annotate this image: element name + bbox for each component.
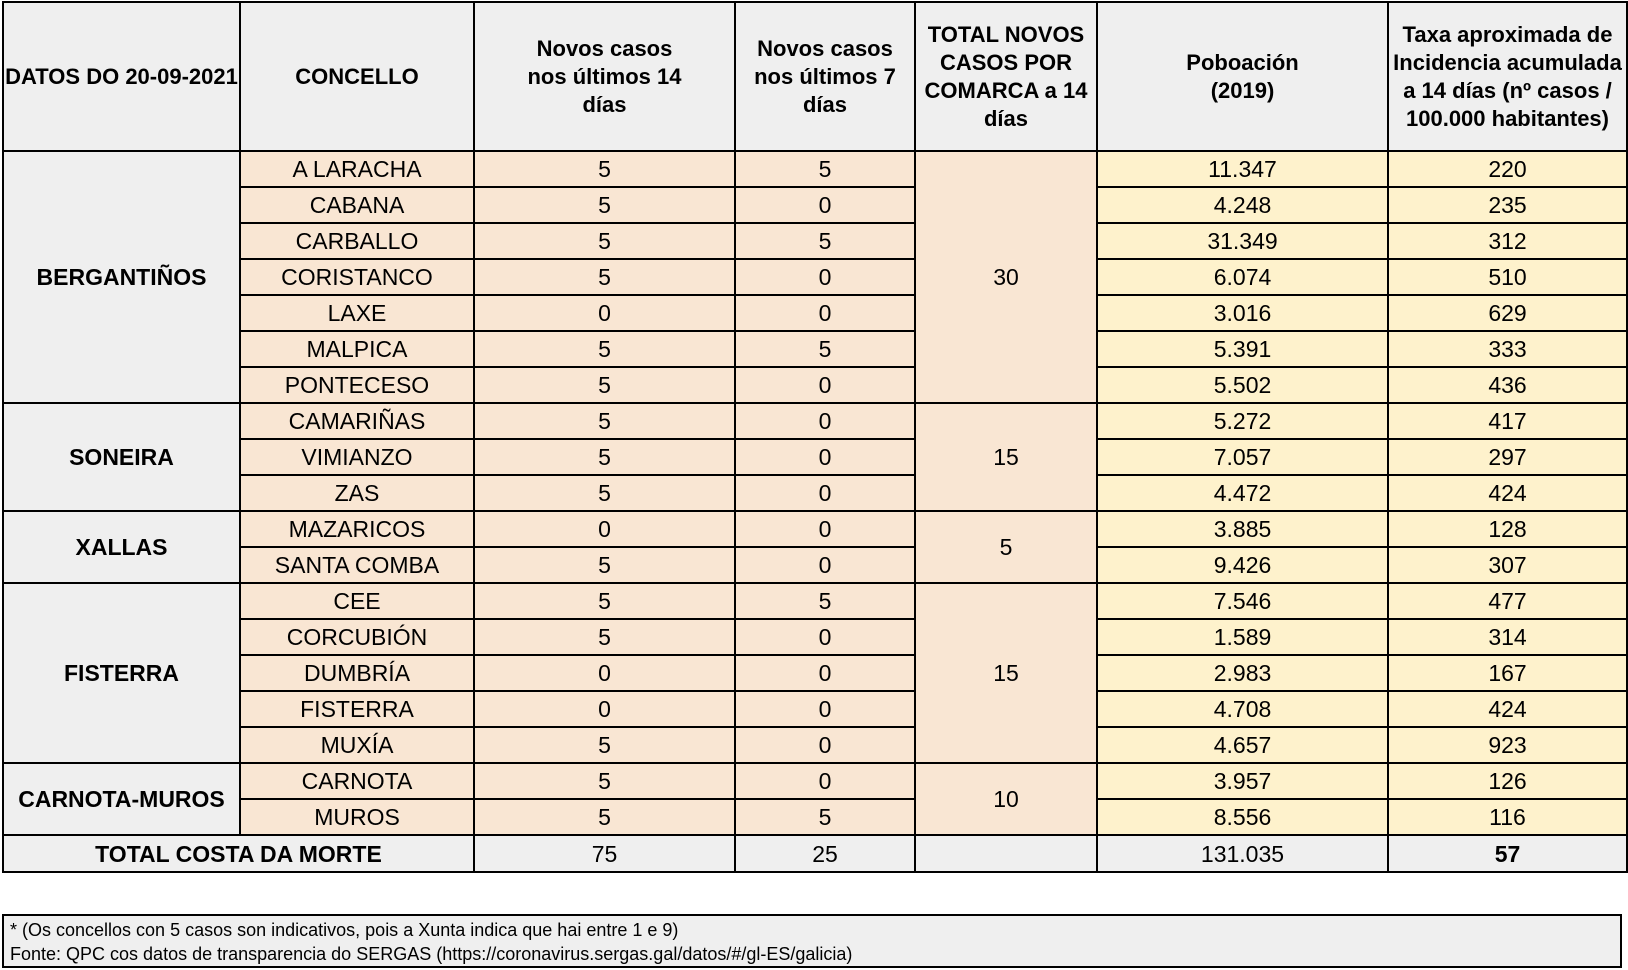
header-total-comarca: TOTAL NOVOS CASOS POR COMARCA a 14 días	[915, 2, 1097, 151]
concello-name: CARBALLO	[240, 223, 474, 259]
table-row	[3, 259, 1627, 295]
comarca-total: 15	[915, 403, 1097, 511]
concello-name: A LARACHA	[240, 151, 474, 187]
cases-14-days: 5	[474, 223, 735, 259]
concello-name: LAXE	[240, 295, 474, 331]
total-cases-14: 75	[474, 835, 735, 872]
table-row	[3, 187, 1627, 223]
concello-name: MAZARICOS	[240, 511, 474, 547]
population: 9.426	[1097, 547, 1388, 583]
cases-14-days: 5	[474, 187, 735, 223]
population: 4.472	[1097, 475, 1388, 511]
concello-name: VIMIANZO	[240, 439, 474, 475]
incidence-rate: 477	[1388, 583, 1627, 619]
concello-name: MUXÍA	[240, 727, 474, 763]
incidence-rate: 629	[1388, 295, 1627, 331]
comarca-total: 10	[915, 763, 1097, 835]
incidence-rate: 333	[1388, 331, 1627, 367]
cases-14-days: 5	[474, 403, 735, 439]
incidence-rate: 923	[1388, 727, 1627, 763]
comarca-name: FISTERRA	[3, 583, 240, 763]
cases-14-days: 5	[474, 475, 735, 511]
table-row	[3, 727, 1627, 763]
concello-name: ZAS	[240, 475, 474, 511]
covid-incidence-table	[2, 1, 1628, 873]
cases-14-days: 5	[474, 259, 735, 295]
header-concello: CONCELLO	[240, 2, 474, 151]
cases-14-days: 5	[474, 763, 735, 799]
population: 31.349	[1097, 223, 1388, 259]
population: 3.957	[1097, 763, 1388, 799]
cases-7-days: 5	[735, 583, 915, 619]
table-row	[3, 691, 1627, 727]
concello-name: CORISTANCO	[240, 259, 474, 295]
comarca-name: XALLAS	[3, 511, 240, 583]
cases-14-days: 5	[474, 331, 735, 367]
table-row	[3, 367, 1627, 403]
total-label: TOTAL COSTA DA MORTE	[3, 835, 474, 872]
cases-7-days: 5	[735, 151, 915, 187]
incidence-rate: 128	[1388, 511, 1627, 547]
table-row	[3, 403, 1627, 439]
comarca-total: 15	[915, 583, 1097, 763]
cases-7-days: 0	[735, 691, 915, 727]
population: 11.347	[1097, 151, 1388, 187]
cases-14-days: 0	[474, 691, 735, 727]
table-row	[3, 511, 1627, 547]
incidence-rate: 510	[1388, 259, 1627, 295]
header-row	[3, 2, 1627, 151]
cases-7-days: 0	[735, 295, 915, 331]
cases-7-days: 0	[735, 655, 915, 691]
cases-7-days: 0	[735, 187, 915, 223]
concello-name: FISTERRA	[240, 691, 474, 727]
population: 5.502	[1097, 367, 1388, 403]
cases-7-days: 0	[735, 439, 915, 475]
comarca-name: CARNOTA-MUROS	[3, 763, 240, 835]
header-new-7: Novos casos nos últimos 7 días	[735, 2, 915, 151]
population: 1.589	[1097, 619, 1388, 655]
concello-name: CORCUBIÓN	[240, 619, 474, 655]
table-row	[3, 583, 1627, 619]
total-row	[3, 835, 1627, 872]
cases-7-days: 0	[735, 619, 915, 655]
comarca-name: SONEIRA	[3, 403, 240, 511]
cases-7-days: 5	[735, 799, 915, 835]
total-cases-7: 25	[735, 835, 915, 872]
incidence-rate: 312	[1388, 223, 1627, 259]
concello-name: CEE	[240, 583, 474, 619]
footnote-indicative: * (Os concellos con 5 casos son indicativos, pois a Xunta indica que hai entre 1 e 9)	[10, 920, 679, 940]
concello-name: CARNOTA	[240, 763, 474, 799]
incidence-rate: 116	[1388, 799, 1627, 835]
population: 3.016	[1097, 295, 1388, 331]
concello-name: DUMBRÍA	[240, 655, 474, 691]
incidence-rate: 307	[1388, 547, 1627, 583]
incidence-rate: 424	[1388, 475, 1627, 511]
header-population: Poboación (2019)	[1097, 2, 1388, 151]
total-comarca	[915, 835, 1097, 872]
header-rate: Taxa aproximada de Incidencia acumulada a 14 días (nº casos / 100.000 habitantes)	[1388, 2, 1627, 151]
cases-14-days: 0	[474, 295, 735, 331]
cases-14-days: 5	[474, 799, 735, 835]
incidence-rate: 220	[1388, 151, 1627, 187]
population: 5.272	[1097, 403, 1388, 439]
incidence-rate: 126	[1388, 763, 1627, 799]
population: 8.556	[1097, 799, 1388, 835]
table-row	[3, 151, 1627, 187]
table-row	[3, 475, 1627, 511]
cases-14-days: 0	[474, 511, 735, 547]
table-row	[3, 547, 1627, 583]
table-row	[3, 439, 1627, 475]
population: 2.983	[1097, 655, 1388, 691]
cases-14-days: 5	[474, 367, 735, 403]
concello-name: CABANA	[240, 187, 474, 223]
incidence-rate: 167	[1388, 655, 1627, 691]
total-population: 131.035	[1097, 835, 1388, 872]
cases-7-days: 5	[735, 331, 915, 367]
comarca-total: 30	[915, 151, 1097, 403]
cases-7-days: 0	[735, 475, 915, 511]
population: 4.708	[1097, 691, 1388, 727]
table-row	[3, 331, 1627, 367]
cases-7-days: 0	[735, 547, 915, 583]
cases-14-days: 5	[474, 583, 735, 619]
cases-7-days: 0	[735, 259, 915, 295]
population: 4.248	[1097, 187, 1388, 223]
cases-7-days: 0	[735, 367, 915, 403]
cases-14-days: 5	[474, 439, 735, 475]
cases-7-days: 5	[735, 223, 915, 259]
population: 6.074	[1097, 259, 1388, 295]
footnotes	[2, 914, 1622, 968]
population: 7.057	[1097, 439, 1388, 475]
incidence-rate: 424	[1388, 691, 1627, 727]
header-date: DATOS DO 20-09-2021	[3, 2, 240, 151]
population: 3.885	[1097, 511, 1388, 547]
cases-14-days: 0	[474, 655, 735, 691]
header-new-14: Novos casos nos últimos 14 días	[474, 2, 735, 151]
cases-14-days: 5	[474, 547, 735, 583]
comarca-name: BERGANTIÑOS	[3, 151, 240, 403]
table-row	[3, 223, 1627, 259]
incidence-rate: 436	[1388, 367, 1627, 403]
table-row	[3, 619, 1627, 655]
population: 7.546	[1097, 583, 1388, 619]
cases-7-days: 0	[735, 511, 915, 547]
cases-7-days: 0	[735, 727, 915, 763]
cases-14-days: 5	[474, 151, 735, 187]
population: 5.391	[1097, 331, 1388, 367]
table-row	[3, 295, 1627, 331]
table-row	[3, 655, 1627, 691]
cases-7-days: 0	[735, 763, 915, 799]
concello-name: MUROS	[240, 799, 474, 835]
incidence-rate: 297	[1388, 439, 1627, 475]
incidence-rate: 417	[1388, 403, 1627, 439]
comarca-total: 5	[915, 511, 1097, 583]
table-row	[3, 799, 1627, 835]
cases-14-days: 5	[474, 619, 735, 655]
cases-7-days: 0	[735, 403, 915, 439]
total-rate: 57	[1388, 835, 1627, 872]
concello-name: CAMARIÑAS	[240, 403, 474, 439]
table-row	[3, 763, 1627, 799]
population: 4.657	[1097, 727, 1388, 763]
concello-name: SANTA COMBA	[240, 547, 474, 583]
cases-14-days: 5	[474, 727, 735, 763]
incidence-rate: 235	[1388, 187, 1627, 223]
footnote-source: Fonte: QPC cos datos de transparencia do SERGAS (https://coronavirus.sergas.gal/datos/#/gl-ES/galicia)	[10, 944, 853, 964]
concello-name: PONTECESO	[240, 367, 474, 403]
concello-name: MALPICA	[240, 331, 474, 367]
incidence-rate: 314	[1388, 619, 1627, 655]
